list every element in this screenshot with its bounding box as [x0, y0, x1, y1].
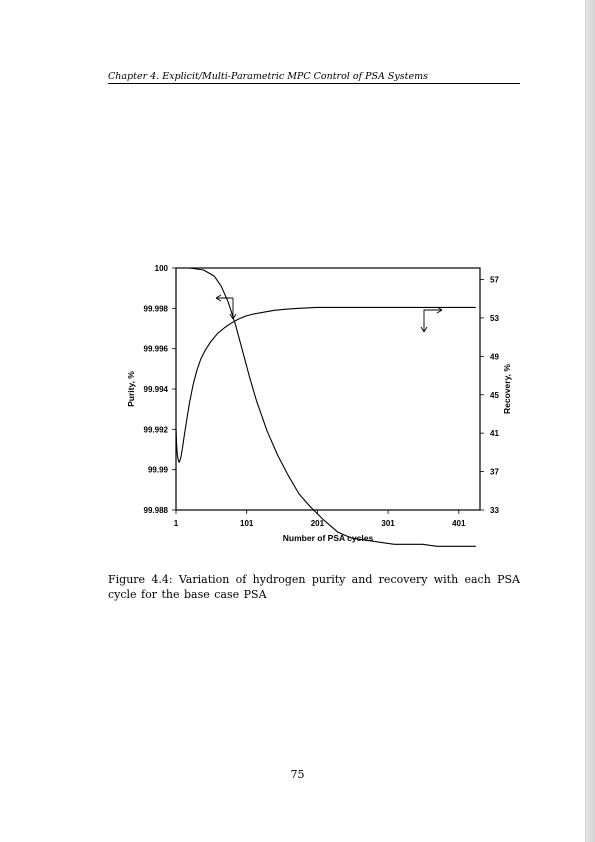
y-right-axis-title: Recovery, % — [502, 364, 512, 414]
y-right-tick-label: 45 — [490, 390, 499, 400]
y-right-tick-label: 37 — [490, 467, 499, 477]
page-edge — [585, 0, 595, 842]
plot-frame — [176, 268, 480, 510]
y-right-ticks — [480, 276, 499, 515]
x-tick-label: 201 — [310, 519, 325, 528]
figure-caption: Figure 4.4: Variation of hydrogen purity and recovery with each PSA cycle for the base case PSA — [108, 573, 520, 601]
recovery-series-line — [176, 307, 476, 462]
figure — [110, 258, 520, 562]
x-tick-label: 301 — [381, 519, 395, 528]
y-right-tick-label: 53 — [490, 313, 499, 323]
y-left-tick-label: 99.99 — [147, 465, 168, 475]
y-right-tick-label: 41 — [490, 429, 499, 439]
recovery-axis-arrow — [421, 307, 442, 332]
y-left-tick-label: 99.996 — [143, 344, 168, 354]
header-rule — [108, 83, 520, 84]
x-axis-title: Number of PSA cycles — [282, 533, 374, 543]
x-ticks — [174, 510, 466, 528]
y-left-axis-title: Purity, % — [126, 371, 136, 407]
y-left-tick-label: 99.992 — [143, 425, 168, 435]
x-tick-label: 101 — [240, 519, 254, 528]
purity-axis-arrow — [216, 295, 236, 319]
axis-indicator-arrows — [216, 295, 442, 332]
y-left-tick-label: 99.994 — [143, 385, 168, 394]
y-left-tick-label: 99.988 — [143, 506, 168, 515]
x-tick-label: 401 — [452, 519, 466, 528]
y-left-ticks — [144, 264, 176, 515]
y-right-tick-label: 57 — [490, 275, 499, 285]
running-header: Chapter 4. Explicit/Multi-Parametric MPC Control of PSA Systems — [108, 71, 428, 82]
y-left-tick-label: 100 — [154, 264, 168, 273]
x-tick-label: 1 — [173, 519, 179, 528]
y-right-tick-label: 49 — [490, 352, 499, 362]
y-right-tick-label: 33 — [490, 506, 499, 515]
purity-recovery-chart — [110, 258, 520, 558]
y-left-tick-label: 99.998 — [143, 304, 168, 314]
page-number: 75 — [290, 768, 305, 781]
